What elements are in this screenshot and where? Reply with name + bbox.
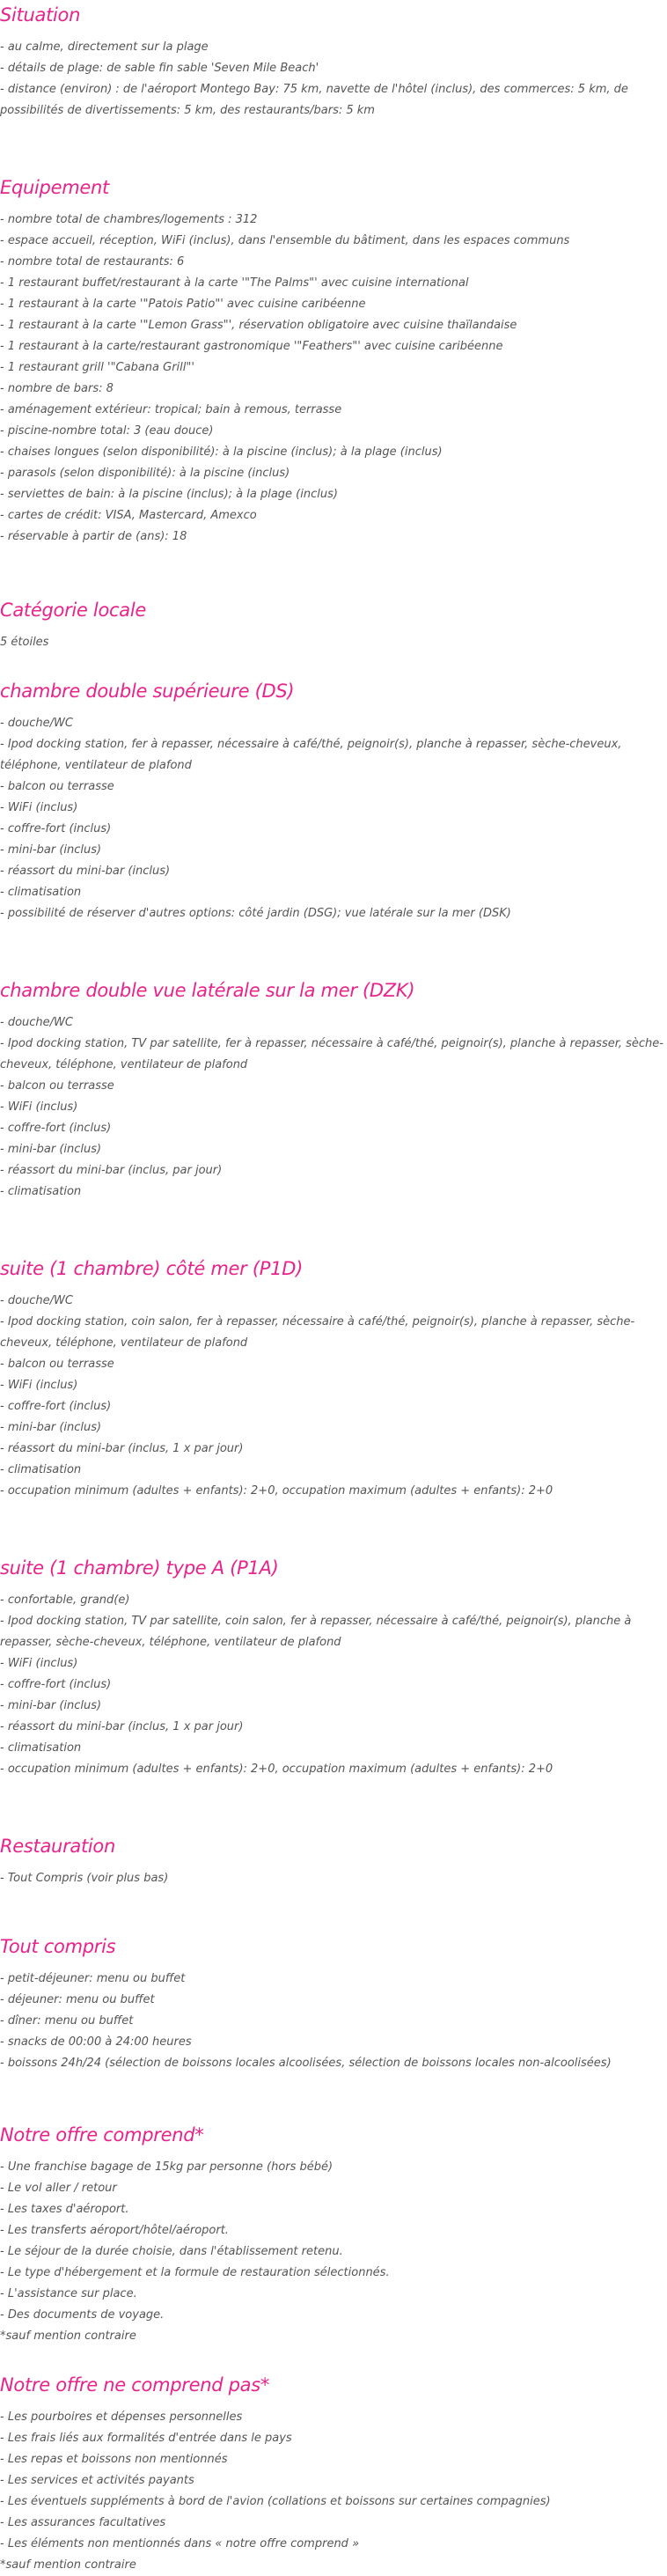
list-item: - boissons 24h/24 (sélection de boissons locales alcoolisées, sélection de boissons locales non-alcoolisées): [0, 2057, 612, 2070]
section-title: suite (1 chambre) type A (P1A): [0, 1557, 279, 1579]
section-situation: [0, 2, 665, 121]
list-item: - piscine-nombre total: 3 (eau douce): [0, 424, 214, 438]
list-item: - 1 restaurant à la carte/restaurant gastronomique '"Feathers"' avec cuisine caribéenne: [0, 340, 503, 353]
item-list: [0, 632, 665, 653]
list-item: - Ipod docking station, coin salon, fer à repasser, nécessaire à café/thé, peignoir(s), planche à repasser, sèche-cheveux, téléphone, ventilateur de plafond: [0, 1315, 635, 1350]
section-title: Tout compris: [0, 1936, 116, 1957]
list-item: - balcon ou terrasse: [0, 780, 114, 793]
list-item: - douche/WC: [0, 1016, 73, 1029]
section-title: Equipement: [0, 177, 109, 198]
list-item: - climatisation: [0, 1741, 82, 1755]
list-item: - réassort du mini-bar (inclus, par jour): [0, 1164, 223, 1177]
section-room-p1a: [0, 1555, 665, 1780]
item-list: [0, 713, 665, 924]
section-room-p1d: [0, 1255, 665, 1502]
list-item: - réassort du mini-bar (inclus): [0, 865, 171, 878]
section-title: Restauration: [0, 1836, 115, 1857]
list-item: - mini-bar (inclus): [0, 1421, 102, 1434]
list-item: - WiFi (inclus): [0, 801, 78, 814]
list-item: - Des documents de voyage.: [0, 2308, 165, 2322]
list-item: - nombre total de chambres/logements : 312: [0, 213, 258, 226]
item-list: [0, 1012, 665, 1203]
list-item: - espace accueil, réception, WiFi (inclus), dans l'ensemble du bâtiment, dans les espaces communs: [0, 234, 570, 247]
list-item: - climatisation: [0, 886, 82, 899]
list-item: - cartes de crédit: VISA, Mastercard, Amexco: [0, 509, 257, 522]
list-item: - réservable à partir de (ans): 18: [0, 530, 187, 543]
list-item: - réassort du mini-bar (inclus, 1 x par jour): [0, 1720, 244, 1733]
list-item: - Les taxes d'aéroport.: [0, 2203, 129, 2216]
list-item: - climatisation: [0, 1185, 82, 1198]
list-item: - Les pourboires et dépenses personnelles: [0, 2410, 243, 2424]
list-item: - L'assistance sur place.: [0, 2287, 137, 2300]
section-title: Notre offre comprend*: [0, 2124, 204, 2145]
list-item: - chaises longues (selon disponibilité): à la piscine (inclus); à la plage (inclus): [0, 445, 443, 459]
section-title: chambre double supérieure (DS): [0, 681, 295, 702]
item-list: [0, 1868, 665, 1889]
section-title: Situation: [0, 4, 81, 26]
section-title: Notre offre ne comprend pas*: [0, 2374, 270, 2396]
list-item: - nombre total de restaurants: 6: [0, 255, 185, 269]
list-item: - nombre de bars: 8: [0, 382, 114, 395]
list-item: - mini-bar (inclus): [0, 843, 102, 857]
page: [0, 2, 667, 2576]
list-item: - au calme, directement sur la plage: [0, 40, 209, 54]
list-item: - balcon ou terrasse: [0, 1079, 114, 1093]
list-item: - possibilité de réserver d'autres options: côté jardin (DSG); vue latérale sur la mer (DSK): [0, 907, 511, 920]
list-item: - Les services et activités payants: [0, 2474, 194, 2487]
list-item: - Les éventuels suppléments à bord de l'avion (collations et boissons sur certaines compagnies): [0, 2495, 551, 2508]
section-title: chambre double vue latérale sur la mer (DZK): [0, 980, 415, 1001]
list-item: - dîner: menu ou buffet: [0, 2014, 134, 2028]
section-categorie-locale: [0, 597, 665, 653]
list-item: - 1 restaurant à la carte '"Patois Patio"' avec cuisine caribéenne: [0, 298, 366, 311]
list-item: - Les éléments non mentionnés dans « notre offre comprend »: [0, 2537, 360, 2550]
list-item: - détails de plage: de sable fin sable 'Seven Mile Beach': [0, 62, 319, 75]
list-item: - coffre-fort (inclus): [0, 1122, 112, 1135]
list-item: - Le vol aller / retour: [0, 2182, 117, 2195]
list-item: - Le séjour de la durée choisie, dans l'établissement retenu.: [0, 2245, 343, 2258]
section-restauration: [0, 1833, 665, 1889]
item-list: [0, 1590, 665, 1780]
list-item: - confortable, grand(e): [0, 1593, 130, 1607]
list-item: - 1 restaurant grill '"Cabana Grill"': [0, 361, 194, 374]
list-item: - Le type d'hébergement et la formule de restauration sélectionnés.: [0, 2266, 390, 2279]
item-list: [0, 2157, 665, 2326]
section-room-dzk: [0, 977, 665, 1203]
list-item: - douche/WC: [0, 717, 73, 730]
item-list: [0, 1969, 665, 2074]
list-item: 5 étoiles: [0, 636, 49, 649]
footnote: *sauf mention contraire: [0, 2558, 136, 2572]
section-title: suite (1 chambre) côté mer (P1D): [0, 1258, 303, 1279]
section-tout-compris: [0, 1933, 665, 2074]
section-offre-ne-comprend-pas: [0, 2372, 665, 2576]
list-item: - Les frais liés aux formalités d'entrée dans le pays: [0, 2432, 292, 2445]
item-list: [0, 37, 665, 121]
list-item: - réassort du mini-bar (inclus, 1 x par jour): [0, 1442, 244, 1455]
list-item: - distance (environ) : de l'aéroport Montego Bay: 75 km, navette de l'hôtel (inclus), des commerces: 5 km, de possibilités de divertissements: 5 km, des restaurants/bars: 5 km: [0, 83, 628, 117]
footnote: *sauf mention contraire: [0, 2329, 136, 2343]
list-item: - Les repas et boissons non mentionnés: [0, 2453, 228, 2466]
list-item: - occupation minimum (adultes + enfants): 2+0, occupation maximum (adultes + enfants): 2+0: [0, 1763, 553, 1776]
list-item: - balcon ou terrasse: [0, 1358, 114, 1371]
list-item: - 1 restaurant à la carte '"Lemon Grass"', réservation obligatoire avec cuisine thaïlandaise: [0, 319, 517, 332]
list-item: - petit-déjeuner: menu ou buffet: [0, 1972, 186, 1985]
list-item: - aménagement extérieur: tropical; bain à remous, terrasse: [0, 403, 342, 416]
list-item: - déjeuner: menu ou buffet: [0, 1993, 155, 2006]
section-equipement: [0, 174, 665, 548]
list-item: - WiFi (inclus): [0, 1100, 78, 1114]
list-item: - Ipod docking station, TV par satellite, fer à repasser, nécessaire à café/thé, peignoir(s), planche à repasser, sèche-cheveux, téléphone, ventilateur de plafond: [0, 1037, 663, 1071]
item-list: [0, 2407, 665, 2555]
list-item: - coffre-fort (inclus): [0, 1400, 112, 1413]
list-item: - douche/WC: [0, 1294, 73, 1307]
list-item: - snacks de 00:00 à 24:00 heures: [0, 2035, 192, 2049]
list-item: - 1 restaurant buffet/restaurant à la carte '"The Palms"' avec cuisine international: [0, 276, 469, 290]
list-item: - climatisation: [0, 1463, 82, 1476]
list-item: - parasols (selon disponibilité): à la piscine (inclus): [0, 467, 290, 480]
list-item: - Les assurances facultatives: [0, 2516, 166, 2529]
list-item: - serviettes de bain: à la piscine (inclus); à la plage (inclus): [0, 488, 338, 501]
section-room-ds: [0, 678, 665, 924]
list-item: - WiFi (inclus): [0, 1657, 78, 1670]
list-item: - Une franchise bagage de 15kg par personne (hors bébé): [0, 2160, 334, 2174]
section-offre-comprend: [0, 2122, 665, 2347]
list-item: - Tout Compris (voir plus bas): [0, 1872, 169, 1885]
item-list: [0, 210, 665, 548]
list-item: - coffre-fort (inclus): [0, 822, 112, 835]
list-item: - WiFi (inclus): [0, 1379, 78, 1392]
item-list: [0, 1291, 665, 1502]
list-item: - mini-bar (inclus): [0, 1143, 102, 1156]
section-title: Catégorie locale: [0, 600, 146, 621]
list-item: - mini-bar (inclus): [0, 1699, 102, 1712]
list-item: - Les transferts aéroport/hôtel/aéroport.: [0, 2224, 229, 2237]
list-item: - Ipod docking station, fer à repasser, nécessaire à café/thé, peignoir(s), planche à repasser, sèche-cheveux, téléphone, ventilateur de plafond: [0, 738, 622, 772]
list-item: - Ipod docking station, TV par satellite, coin salon, fer à repasser, nécessaire à café/thé, peignoir(s), planche à repasser, sèche-cheveux, téléphone, ventilateur de plafond: [0, 1615, 632, 1649]
list-item: - coffre-fort (inclus): [0, 1678, 112, 1691]
list-item: - occupation minimum (adultes + enfants): 2+0, occupation maximum (adultes + enfants): 2+0: [0, 1484, 553, 1498]
